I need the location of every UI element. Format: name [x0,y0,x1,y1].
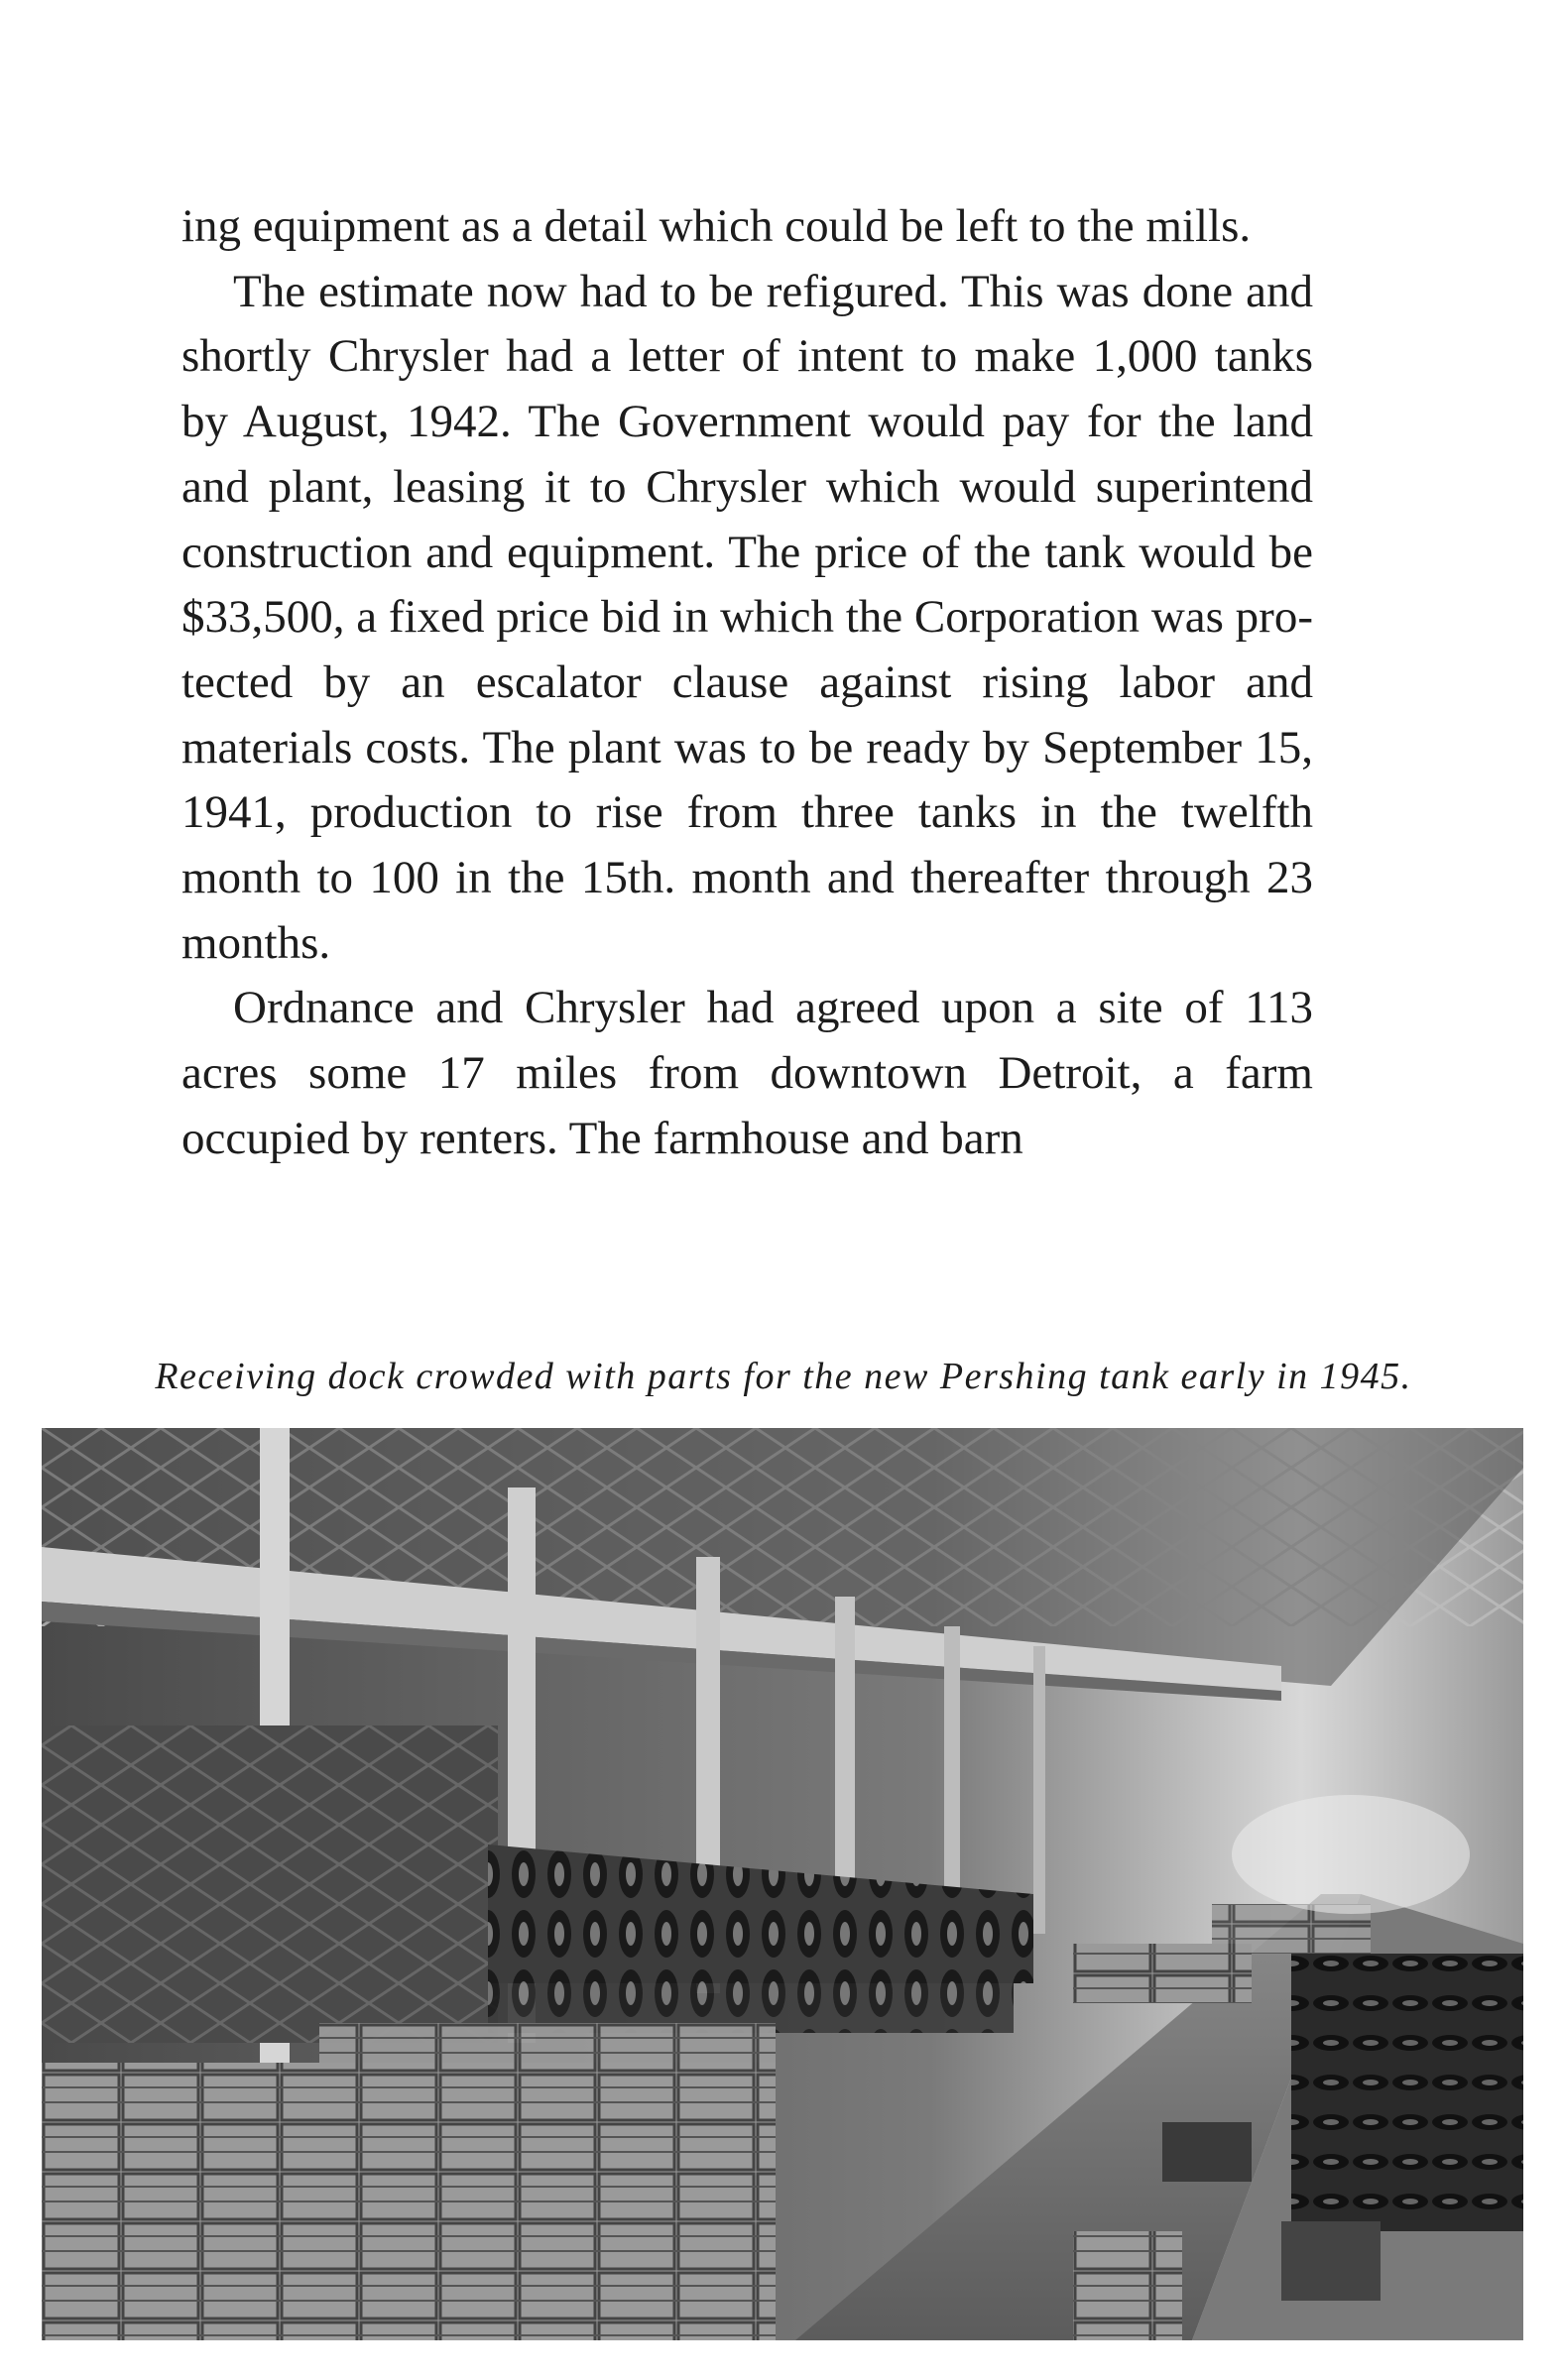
body-text [181,194,1313,1172]
photo-caption: Receiving dock crowded with parts for the new Pershing tank early in 1945. [155,1356,1412,1397]
factory-photo [42,1428,1523,2340]
paragraph-3: Ordnance and Chrysler had agreed upon a site of 113 acres some 17 miles from downtown Detroit, a farm occupied by renters. The farmhouse and barn [181,982,1313,1164]
factory-photo-illustration [42,1428,1523,2340]
paragraph-2: The estimate now had to be refigured. This was done and shortly Chrysler had a letter of intent to make 1,000 tanks by August, 1942. The Government would pay for the land and plant, leasing it to Chrysler which would superintend construction and equipment. The price of the tank would be $33,500, a fixed price bid in which the Corporation was protected by an escalator clause against rising labor and materials costs. The plant was to be ready by September 15, 1941, production to rise from three tanks in the twelfth month to 100 in the 15th. month and thereafter through 23 months. [181,265,1313,969]
paragraph-1: ing equipment as a detail which could be left to the mills. [181,200,1252,252]
